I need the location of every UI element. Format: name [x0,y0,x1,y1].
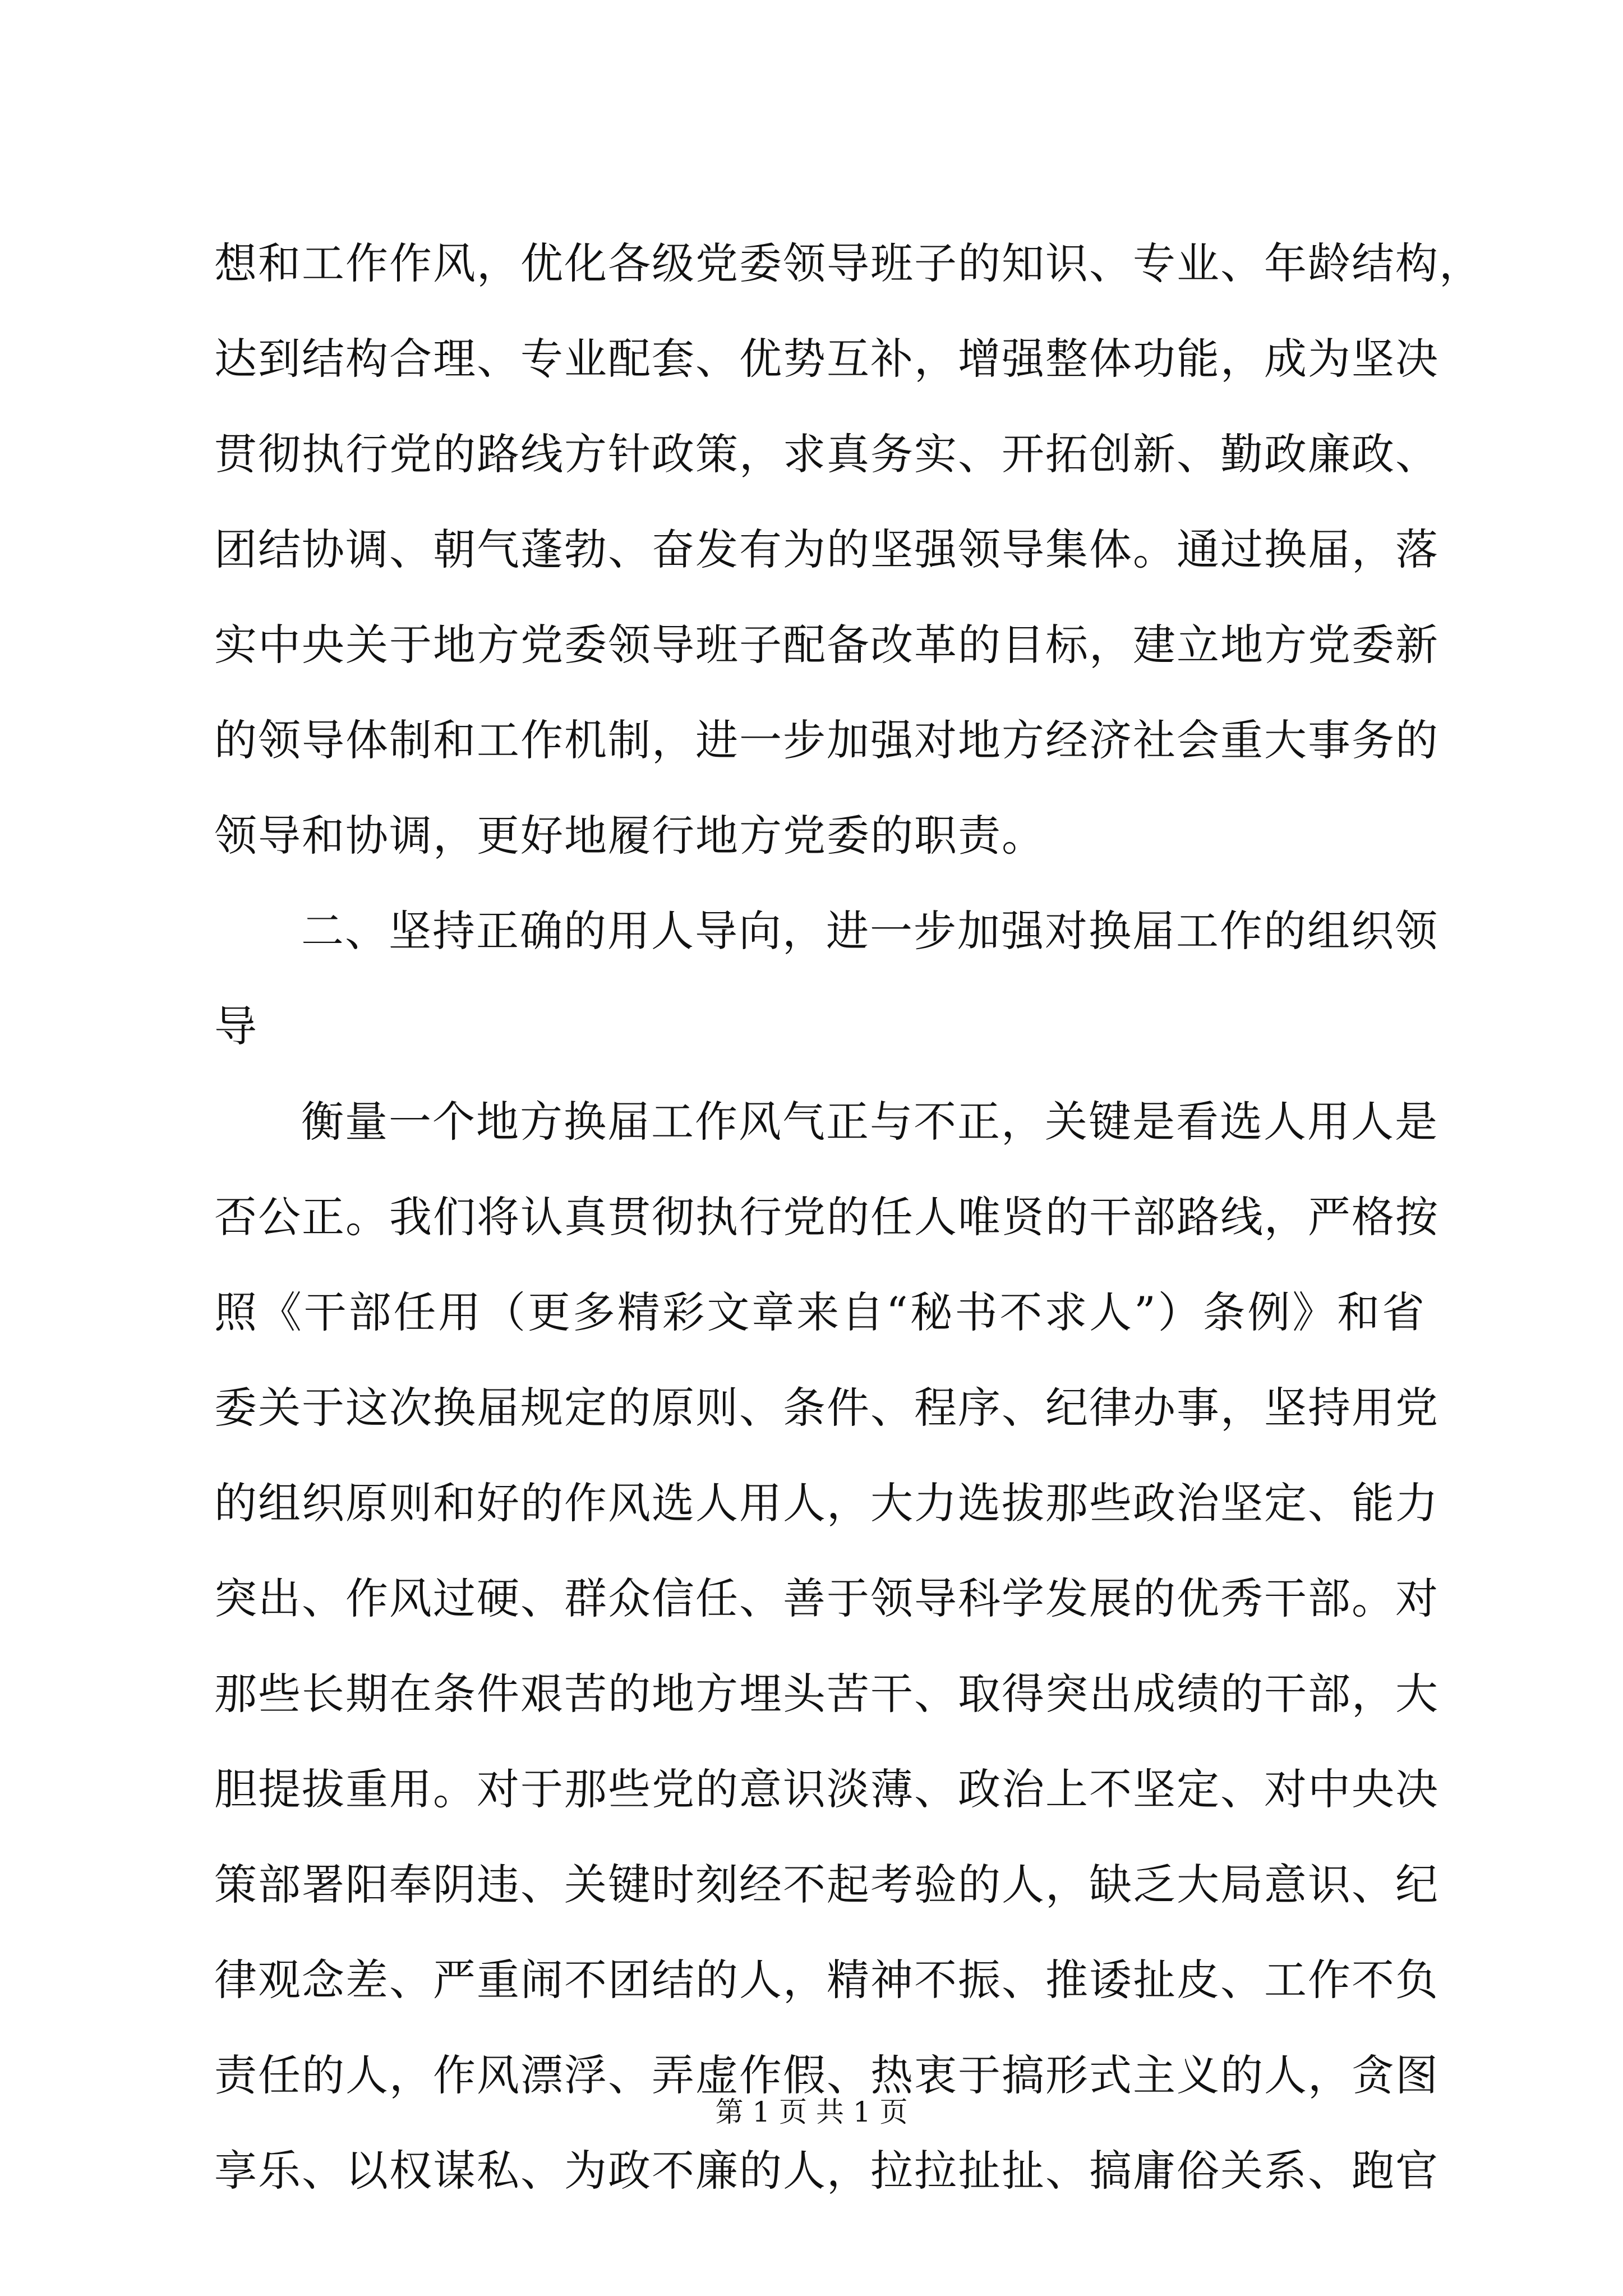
text-line: 委关于这次换届规定的原则、条件、程序、纪律办事，坚持用党 [214,1383,1439,1433]
text-line: 贯彻执行党的路线方针政策，求真务实、开拓创新、勤政廉政、 [214,429,1439,479]
text-line: 想和工作作风，优化各级党委领导班子的知识、专业、年龄结构， [214,238,1483,288]
text-line: 团结协调、朝气蓬勃、奋发有为的坚强领导集体。通过换届，落 [214,524,1439,574]
text-line: 达到结构合理、专业配套、优势互补，增强整体功能，成为坚决 [214,334,1439,384]
text-line: 责任的人，作风漂浮、弄虚作假、热衷于搞形式主义的人，贪图 [214,2050,1439,2100]
text-line: 领导和协调，更好地履行地方党委的职责。 [214,811,1045,861]
text-line: 实中央关于地方党委领导班子配备改革的目标，建立地方党委新 [214,620,1439,670]
document-body [214,216,1483,2219]
text-line: 的组织原则和好的作风选人用人，大力选拔那些政治坚定、能力 [214,1478,1439,1528]
text-line: 那些长期在条件艰苦的地方埋头苦干、取得突出成绩的干部，大 [214,1669,1439,1719]
text-line: 的领导体制和工作机制，进一步加强对地方经济社会重大事务的 [214,715,1439,765]
text-line: 突出、作风过硬、群众信任、善于领导科学发展的优秀干部。对 [214,1573,1439,1623]
section-heading-line: 二、坚持正确的用人导向，进一步加强对换届工作的组织领 [301,906,1438,956]
page-number-label: 第 1 页 共 1 页 [715,2096,908,2128]
text-line: 享乐、以权谋私、为政不廉的人，拉拉扯扯、搞庸俗关系、跑官 [214,2146,1439,2196]
text-line: 衡量一个地方换届工作风气正与不正，关键是看选人用人是 [301,1097,1438,1147]
section-heading-line: 导 [214,1001,258,1051]
page-footer [0,2092,1623,2132]
text-line: 策部署阳奉阴违、关键时刻经不起考验的人，缺乏大局意识、纪 [214,1860,1439,1910]
text-line: 胆提拔重用。对于那些党的意识淡薄、政治上不坚定、对中央决 [214,1764,1439,1814]
text-line: 律观念差、严重闹不团结的人，精神不振、推诿扯皮、工作不负 [214,1955,1439,2005]
text-line: 照《干部任用（更多精彩文章来自“秘书不求人”）条例》和省 [214,1287,1426,1337]
text-line: 否公正。我们将认真贯彻执行党的任人唯贤的干部路线，严格按 [214,1192,1439,1242]
